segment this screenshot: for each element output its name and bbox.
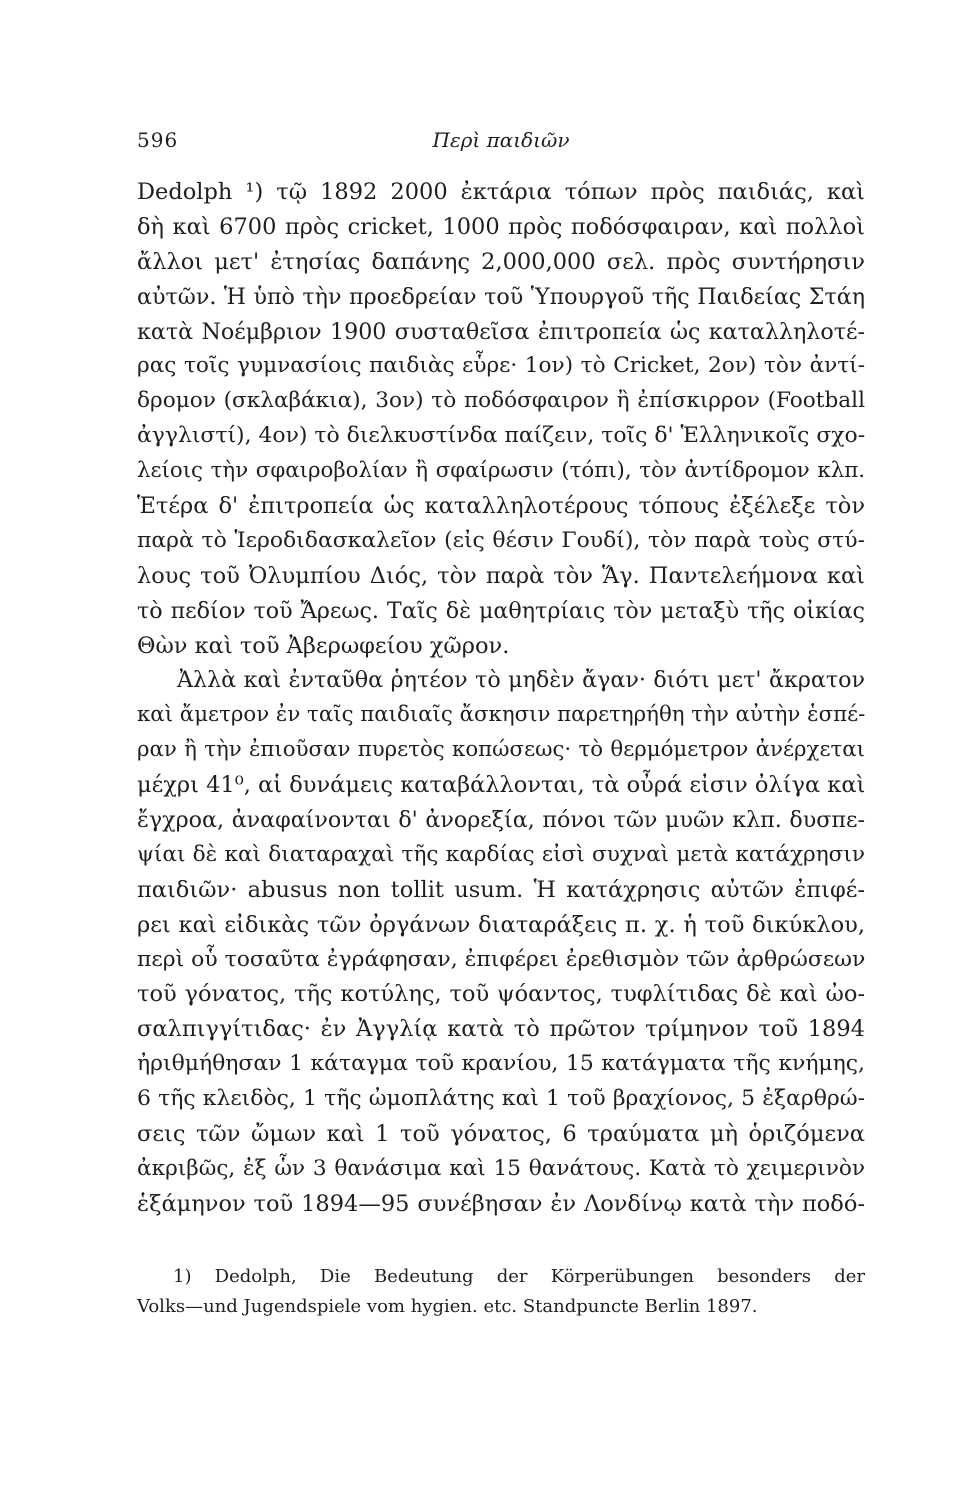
text-line: Ἀλλὰ καὶ ἐνταῦθα ῥητέον τὸ μηδὲν ἄγαν· διότι μετ' ἄκρατον bbox=[177, 667, 865, 694]
text-line: ρας τοῖς γυμνασίοις παιδιὰς εὗρε· 1ον) τὸ Cricket, 2ον) τὸν ἀντί- bbox=[137, 353, 865, 379]
text-line: παρὰ τὸ Ἱεροδιδασκαλεῖον (εἰς θέσιν Γουδί), τὸν παρὰ τοὺς στύ- bbox=[137, 527, 865, 553]
text-line: σεις τῶν ὤμων καὶ 1 τοῦ γόνατος, 6 τραύματα μὴ ὁριζόμενα bbox=[137, 1121, 865, 1148]
footnotes bbox=[137, 1262, 865, 1322]
text-line: ψίαι δὲ καὶ διαταραχαὶ τῆς καρδίας εἰσὶ συχναὶ μετὰ κατάχρησιν bbox=[137, 841, 865, 867]
running-head: Περὶ παιδιῶν bbox=[432, 128, 570, 152]
text-line: λους τοῦ Ὀλυμπίου Διός, τὸν παρὰ τὸν Ἅγ. Παντελεήμονα καὶ bbox=[137, 562, 865, 589]
text-line: Θὼν καὶ τοῦ Ἀβερωφείου χῶρον. bbox=[137, 632, 510, 659]
text-line: τοῦ γόνατος, τῆς κοτύλης, τοῦ ψόαντος, τυφλίτιδας δὲ καὶ ὠο- bbox=[137, 981, 865, 1008]
text-line: ἀγγλιστί), 4ον) τὸ διελκυστίνδα παίζειν, τοῖς δ' Ἑλληνικοῖς σχο- bbox=[137, 423, 866, 449]
text-line: ἠριθμήθησαν 1 κάταγμα τοῦ κρανίου, 15 κατάγματα τῆς κνήμης, bbox=[137, 1051, 865, 1077]
body-text bbox=[137, 175, 865, 1222]
page-number: 596 bbox=[137, 128, 179, 152]
text-line: ρει καὶ εἰδικὰς τῶν ὀργάνων διαταράξεις π. χ. ἡ τοῦ δικύκλου, bbox=[137, 911, 865, 938]
text-line: μέχρι 41⁰, αἱ δυνάμεις καταβάλλονται, τὰ οὖρά εἰσιν ὀλίγα καὶ bbox=[137, 772, 866, 799]
text-line: ραν ἢ τὴν ἐπιοῦσαν πυρετὸς κοπώσεως· τὸ θερμόμετρον ἀνέρχεται bbox=[137, 737, 865, 763]
text-line: σαλπιγγίτιδας· ἐν Ἀγγλίᾳ κατὰ τὸ πρῶτον τρίμηνον τοῦ 1894 bbox=[137, 1016, 865, 1043]
text-line: Dedolph ¹) τῷ 1892 2000 ἐκτάρια τόπων πρὸς παιδιάς, καὶ bbox=[137, 179, 865, 205]
text-line: δὴ καὶ 6700 πρὸς cricket, 1000 πρὸς ποδόσφαιραν, καὶ πολλοὶ bbox=[137, 213, 865, 240]
text-line: περὶ οὗ τοσαῦτα ἐγράφησαν, ἐπιφέρει ἐρεθισμὸν τῶν ἀρθρώσεων bbox=[137, 946, 866, 972]
text-line: Ἑτέρα δ' ἐπιτροπεία ὡς καταλληλοτέρους τόπους ἐξέλεξε τὸν bbox=[137, 493, 865, 520]
text-line: 6 τῆς κλειδὸς, 1 τῆς ὠμοπλάτης καὶ 1 τοῦ βραχίονος, 5 ἐξαρθρώ- bbox=[137, 1086, 865, 1112]
text-line: κατὰ Νοέμβριον 1900 συσταθεῖσα ἐπιτροπεία ὡς καταλληλοτέ- bbox=[137, 318, 865, 345]
page-header bbox=[137, 128, 865, 158]
footnote-line: 1) Dedolph, Die Bedeutung der Körperübungen besonders der bbox=[173, 1266, 865, 1287]
text-line: ἑξάμηνον τοῦ 1894—95 συνέβησαν ἐν Λονδίνῳ κατὰ τὴν ποδό- bbox=[137, 1190, 865, 1217]
text-line: ἀκριβῶς, ἐξ ὧν 3 θανάσιμα καὶ 15 θανάτους. Κατὰ τὸ χειμερινὸν bbox=[137, 1155, 865, 1181]
text-line: τὸ πεδίον τοῦ Ἄρεως. Ταῖς δὲ μαθητρίαις τὸν μεταξὺ τῆς οἰκίας bbox=[137, 597, 865, 624]
footnote-line: Volks—und Jugendspiele vom hygien. etc. Standpuncte Berlin 1897. bbox=[137, 1296, 758, 1317]
text-line: καὶ ἄμετρον ἐν ταῖς παιδιαῖς ἄσκησιν παρετηρήθη τὴν αὐτὴν ἑσπέ- bbox=[137, 702, 866, 728]
text-line: παιδιῶν· abusus non tollit usum. Ἡ κατάχρησις αὐτῶν ἐπιφέ- bbox=[137, 876, 865, 903]
text-line: ἔγχροα, ἀναφαίνονται δ' ἀνορεξία, πόνοι τῶν μυῶν κλπ. δυσπε- bbox=[137, 807, 865, 834]
text-line: λείοις τὴν σφαιροβολίαν ἢ σφαίρωσιν (τόπι), τὸν ἀντίδρομον κλπ. bbox=[137, 458, 865, 484]
text-line: αὐτῶν. Ἡ ὑπὸ τὴν προεδρείαν τοῦ Ὑπουργοῦ τῆς Παιδείας Στάη bbox=[137, 283, 865, 310]
text-line: δρομον (σκλαβάκια), 3ον) τὸ ποδόσφαιρον ἢ ἐπίσκιρρον (Football bbox=[137, 388, 865, 414]
text-line: ἄλλοι μετ' ἐτησίας δαπάνης 2,000,000 σελ. πρὸς συντήρησιν bbox=[137, 248, 865, 275]
